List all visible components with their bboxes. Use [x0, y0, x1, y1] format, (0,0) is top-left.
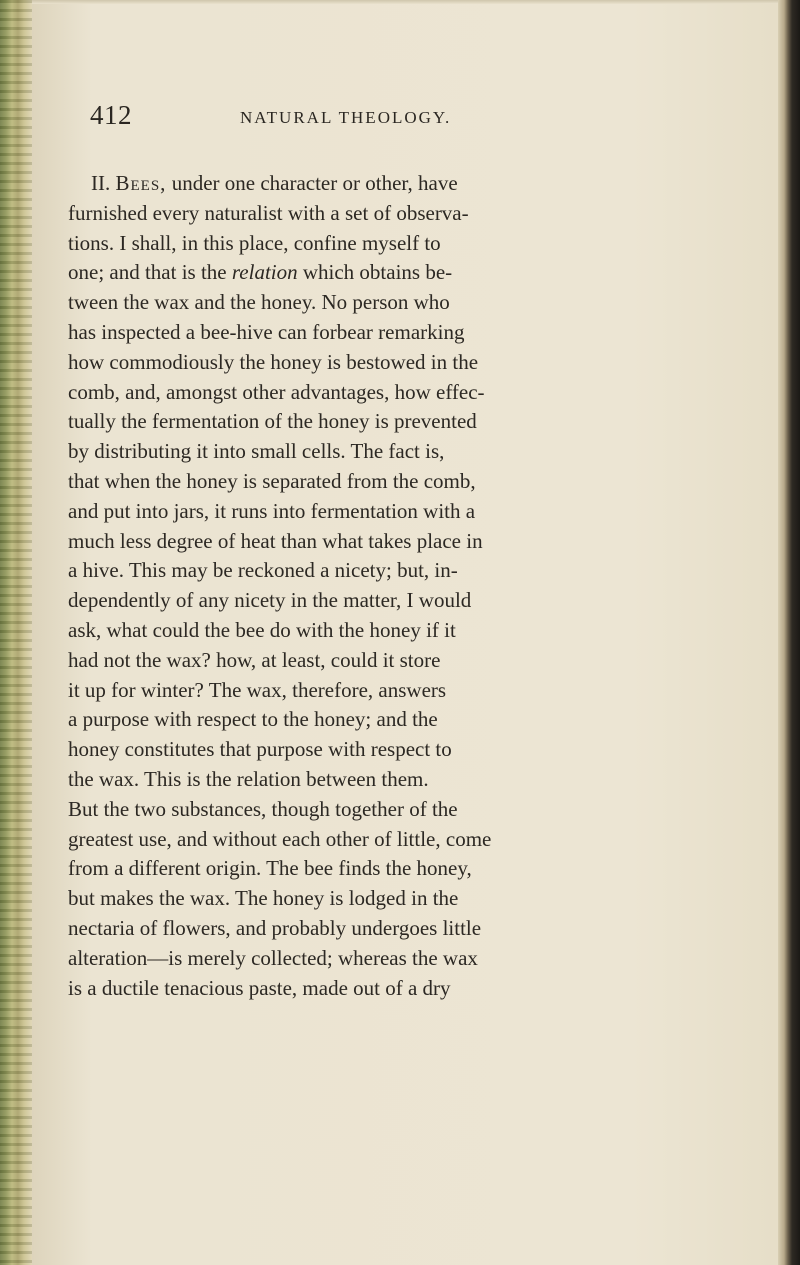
text-line: a purpose with respect to the honey; and the [68, 707, 438, 732]
text-line: much less degree of heat than what takes place in [68, 528, 483, 553]
text-line: tually the fermentation of the honey is prevented [68, 409, 477, 434]
text-line: but makes the wax. The honey is lodged in the [68, 886, 459, 911]
text-line: tween the wax and the honey. No person who [68, 290, 450, 315]
page-right-edge-shadow [778, 0, 800, 1265]
text-line: and put into jars, it runs into fermentation with a [68, 498, 476, 523]
text-line: ask, what could the bee do with the honey if it [68, 617, 456, 642]
text-line: is a ductile tenacious paste, made out of a dry [68, 975, 451, 1000]
text-line: comb, and, amongst other advantages, how effec- [68, 379, 485, 404]
italic-word: relation [231, 260, 298, 285]
section-keyword: Bees, [115, 171, 167, 195]
text-line: honey constitutes that purpose with respect to [68, 737, 452, 762]
text-line: how commodiously the honey is bestowed in the [68, 349, 479, 374]
text-line: greatest use, and without each other of little, come [68, 826, 492, 851]
text-line: a hive. This may be reckoned a nicety; but, in- [68, 558, 458, 583]
text-line: from a different origin. The bee finds the honey, [68, 856, 472, 881]
text-line: it up for winter? The wax, therefore, answers [68, 677, 447, 702]
section-numeral: II. [91, 171, 111, 195]
text-line: dependently of any nicety in the matter, I would [68, 588, 472, 613]
text-line: furnished every naturalist with a set of observa- [68, 200, 469, 225]
text-line: nectaria of flowers, and probably undergoes little [68, 915, 482, 940]
text-line: But the two substances, though together of the [68, 796, 458, 821]
book-spine-edge [0, 0, 32, 1265]
text-line [68, 169, 520, 199]
text-line-content: which obtains be- [302, 260, 453, 285]
body-text [68, 169, 520, 1003]
text-line-content: under one character or other, have [171, 171, 458, 195]
text-line: alteration—is merely collected; whereas the wax [68, 945, 478, 970]
text-line: tions. I shall, in this place, confine myself to [68, 230, 441, 255]
running-head: NATURAL THEOLOGY. [240, 108, 452, 127]
text-line: had not the wax? how, at least, could it store [68, 647, 441, 672]
text-line: by distributing it into small cells. The fact is, [68, 439, 445, 464]
text-line-content: one; and that is the [68, 260, 227, 285]
page-number: 412 [90, 100, 132, 130]
page-top-edge [32, 0, 778, 4]
text-line: that when the honey is separated from the comb, [68, 468, 476, 493]
text-line: the wax. This is the relation between them. [68, 766, 429, 791]
text-line [68, 258, 520, 288]
page-header [32, 100, 778, 140]
text-line: has inspected a bee-hive can forbear remarking [68, 319, 465, 344]
